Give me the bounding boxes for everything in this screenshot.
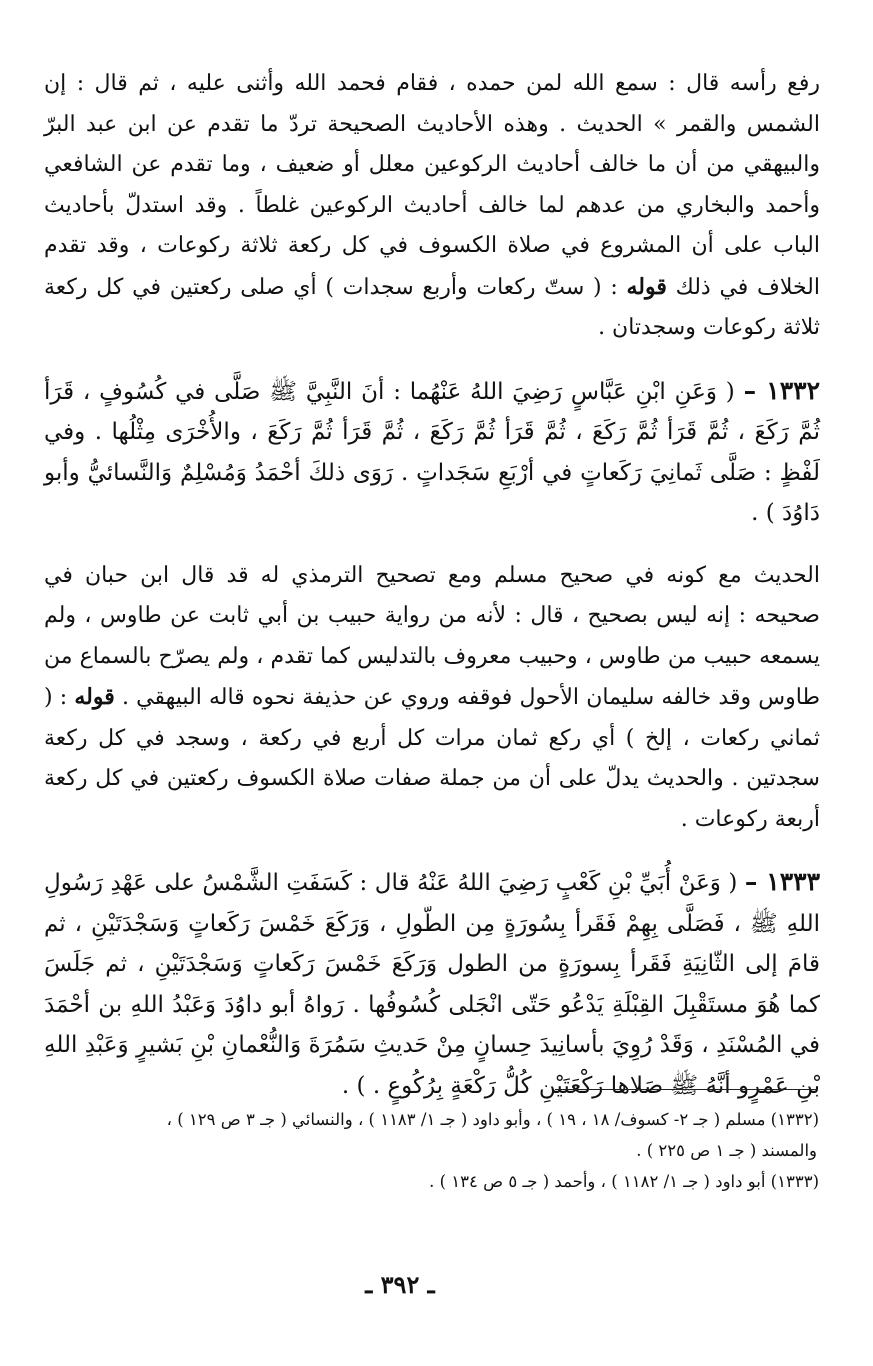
qawluhu-bold-label: قوله xyxy=(626,273,667,300)
footnotes xyxy=(49,1104,819,1197)
hadith-1333 xyxy=(44,862,820,1106)
hadith-1332 xyxy=(44,371,820,534)
hadith-text: ( وَعَنِ ابْنِ عَبَّاسٍ رَضِيَ اللهُ عَنْهُما : أنَ النَّبِيَّ ﷺ صَلَّى في كُسُوفٍ ، قَرَأ ثُمَّ رَكَعَ ، ثُمَّ قَرَأ ثُمَّ رَكَعَ ، ثُمَّ قَرَأ ثُمَّ رَكَعَ ، ثُمَّ قَرَأ ثُمَّ رَكَعَ ، والأُخْرَى مِثْلُها . وفي لَفْظٍ : صَلَّى ثَمانِيَ رَكَعاتٍ في أرْبَعِ سَجَداتٍ . رَوَى ذلكَ أحْمَدُ وَمُسْلِمٌ وَالنَّسائيُّ وأبو دَاوُدَ ) . xyxy=(44,378,820,526)
commentary-text: الحديث مع كونه في صحيح مسلم ومع تصحيح الترمذي له قد قال ابن حبان في صحيحه : إنه ليس بصحيح ، قال : لأنه من رواية حبيب بن أبي ثابت عن طاوس ، ولم يسمعه حبيب من طاوس ، وحبيب معروف بالتدليس كما تقدم ، ولم يصرّح بالسماع من طاوس وقد خالفه سليمان الأحول فوقفه وروي عن حذيفة نحوه قاله البيهقي . xyxy=(44,562,820,710)
commentary-paragraph-1 xyxy=(44,64,820,349)
page-number: ـ ٣٩٢ ـ xyxy=(365,1270,435,1299)
page-body xyxy=(44,64,820,1106)
footnote-1332-line-1: (١٣٣٢) مسلم ( جـ ٢- كسوف/ ١٨ ، ١٩ ) ، وأبو داود ( جـ ١/ ١١٨٣ ) ، والنسائي ( جـ ٣ ص ١٢٩ ) ، xyxy=(166,1110,819,1129)
commentary-text: : ( ثماني ركعات ، إلخ ) أي ركع ثمان مرات كل أربع في ركعة ، وسجد في كل ركعة سجدتين . والحديث يدلّ على أن من جملة صفات صلاة الكسوف ركعتين في كل ركعة أربعة ركوعات . xyxy=(44,685,820,832)
qawluhu-bold-label: قوله xyxy=(74,684,115,710)
hadith-number: ١٣٣٣ – xyxy=(744,867,820,896)
commentary-text: رفع رأسه قال : سمع الله لمن حمده ، فقام فحمد الله وأثنى عليه ، ثم قال : إن الشمس والقمر » الحديث . وهذه الأحاديث الصحيحة تردّ ما تقدم عن ابن عبد البرّ والبيهقي من أن ما خالف أحاديث الركوعين معلل أو ضعيف ، وما تقدم عن الشافعي وأحمد والبخاري من عدهم لما خالف أحاديث الركوعين غلطاً . وقد استدلّ بأحاديث الباب على أن المشروع في صلاة الكسوف في كل ركعة ثلاثة ركوعات ، وقد تقدم الخلاف في ذلك xyxy=(44,71,820,300)
hadith-text: ( وَعَنْ أُبَيِّ بْنِ كَعْبٍ رَضِيَ اللهُ عَنْهُ قال : كَسَفَتِ الشَّمْسُ على عَهْدِ رَسُولِ اللهِ ﷺ ، فَصَلَّى بِهِمْ فَقَرأ بِسُورَةٍ مِن الطّولِ ، وَرَكَعَ خَمْسَ رَكَعاتٍ وَسَجْدَتَيْنِ ، ثم قامَ إلى الثّانِيَةِ فَقَرأ بِسورَةٍ من الطول وَرَكَعَ خَمْسَ رَكَعاتٍ وَسَجْدَتَيْنِ ، ثم جَلَسَ كما هُوَ مستَقْبِلَ القِبْلَةِ يَدْعُو حَتّى انْجَلى كُسُوفُها . رَواهُ أبو داوُدَ وَعَبْدُ اللهِ بن أحْمَدَ في المُسْنَدِ ، وَقَدْ رُوِيَ بأسانِيدَ حِسانٍ مِنْ حَديثِ سَمُرَةَ وَالنُّعْمانِ بْنِ بَشيرٍ وَعَبْدِ اللهِ بْنِ عَمْرٍو أنَّهُ ﷺ صَلاها رَكْعَتَيْنِ كُلُّ رَكْعَةٍ بِرُكُوعٍ . ) . xyxy=(44,870,821,1099)
footnote-1332-line-2: والمسند ( جـ ١ ص ٢٢٥ ) . xyxy=(636,1141,817,1160)
commentary-text: : ( ستّ ركعات وأربع سجدات ) أي صلى ركعتين في كل ركعة ثلاثة ركوعات وسجدتان . xyxy=(44,274,820,340)
footnote-1333: (١٣٣٣) أبو داود ( جـ ١/ ١١٨٢ ) ، وأحمد ( جـ ٥ ص ١٣٤ ) . xyxy=(429,1172,819,1191)
commentary-paragraph-2 xyxy=(44,556,820,841)
hadith-number: ١٣٣٢ – xyxy=(743,375,820,405)
footnote-divider xyxy=(555,1089,817,1090)
